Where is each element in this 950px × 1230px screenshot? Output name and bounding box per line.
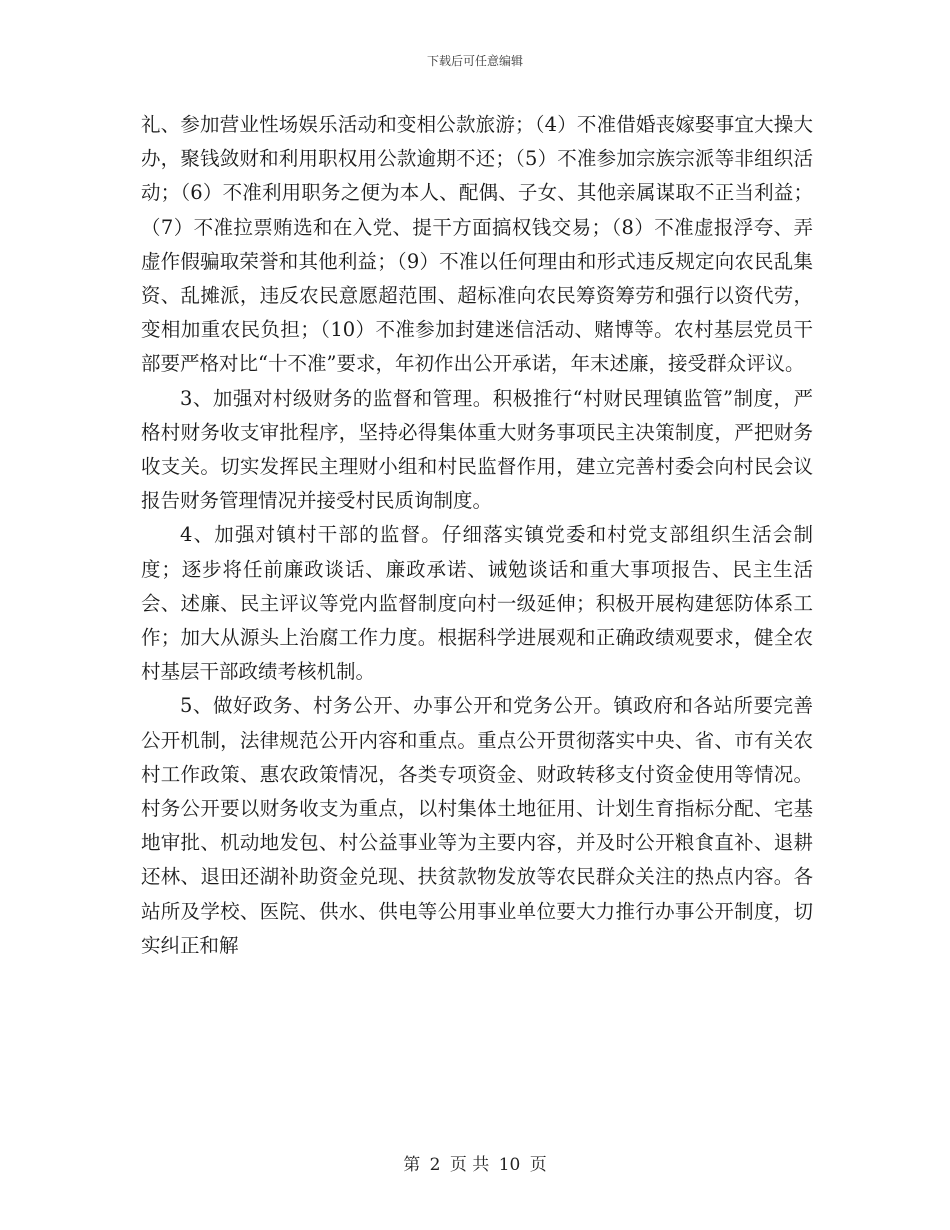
current-page-number: 2	[429, 1155, 441, 1175]
footer-prefix: 第	[403, 1155, 421, 1175]
paragraph-4: 5、做好政务、村务公开、办事公开和党务公开。镇政府和各站所要完善公开机制，法律规范公开内容和重点。重点公开贯彻落实中央、省、市有关农村工作政策、惠农政策情况，各类专项资金、财政转移支付资金使用等情况。村务公开要以财务收支为重点，以村集体土地征用、计划生育指标分配、宅基地审批、机动地发包、村公益事业等为主要内容，并及时公开粮食直补、退耕还林、退田还湖补助资金兑现、扶贫款物发放等农民群众关注的热点内容。各站所及学校、医院、供水、供电等公用事业单位要大力推行办事公开制度，切实纠正和解	[141, 694, 813, 957]
page-footer	[0, 1150, 950, 1175]
paragraph-1: 礼、参加营业性场娱乐活动和变相公款旅游；（4）不准借婚丧嫁娶事宜大操大办，聚钱敛财和利用职权用公款逾期不还；（5）不准参加宗族宗派等非组织活动；（6）不准利用职务之便为本人、配偶、子女、其他亲属谋取不正当利益；（7）不准拉票贿选和在入党、提干方面搞权钱交易；（8）不准虚报浮夸、弄虚作假骗取荣誉和其他利益；（9）不准以任何理由和形式违反规定向农民乱集资、乱摊派，违反农民意愿超范围、超标准向农民筹资筹劳和强行以资代劳，变相加重农民负担；（10）不准参加封建迷信活动、赌博等。农村基层党员干部要严格对比“十不准”要求，年初作出公开承诺，年末述廉，接受群众评议。	[141, 113, 813, 376]
page-header: 下载后可任意编辑	[426, 54, 523, 68]
total-page-count: 10	[498, 1155, 521, 1175]
footer-mid: 页 共	[449, 1155, 490, 1175]
paragraph-2: 3、加强对村级财务的监督和管理。积极推行“村财民理镇监管”制度，严格村财务收支审批程序，坚持必得集体重大财务事项民主决策制度，严把财务收支关。切实发挥民主理财小组和村民监督作用，建立完善村委会向村民会议报告财务管理情况并接受村民质询制度。	[141, 386, 813, 513]
paragraph-3: 4、加强对镇村干部的监督。仔细落实镇党委和村党支部组织生活会制度；逐步将任前廉政谈话、廉政承诺、诫勉谈话和重大事项报告、民主生活会、述廉、民主评议等党内监督制度向村一级延伸；积极开展构建惩防体系工作；加大从源头上治腐工作力度。根据科学进展观和正确政绩观要求，健全农村基层干部政绩考核机制。	[141, 523, 813, 684]
document-body	[141, 108, 813, 963]
footer-suffix: 页	[529, 1155, 547, 1175]
